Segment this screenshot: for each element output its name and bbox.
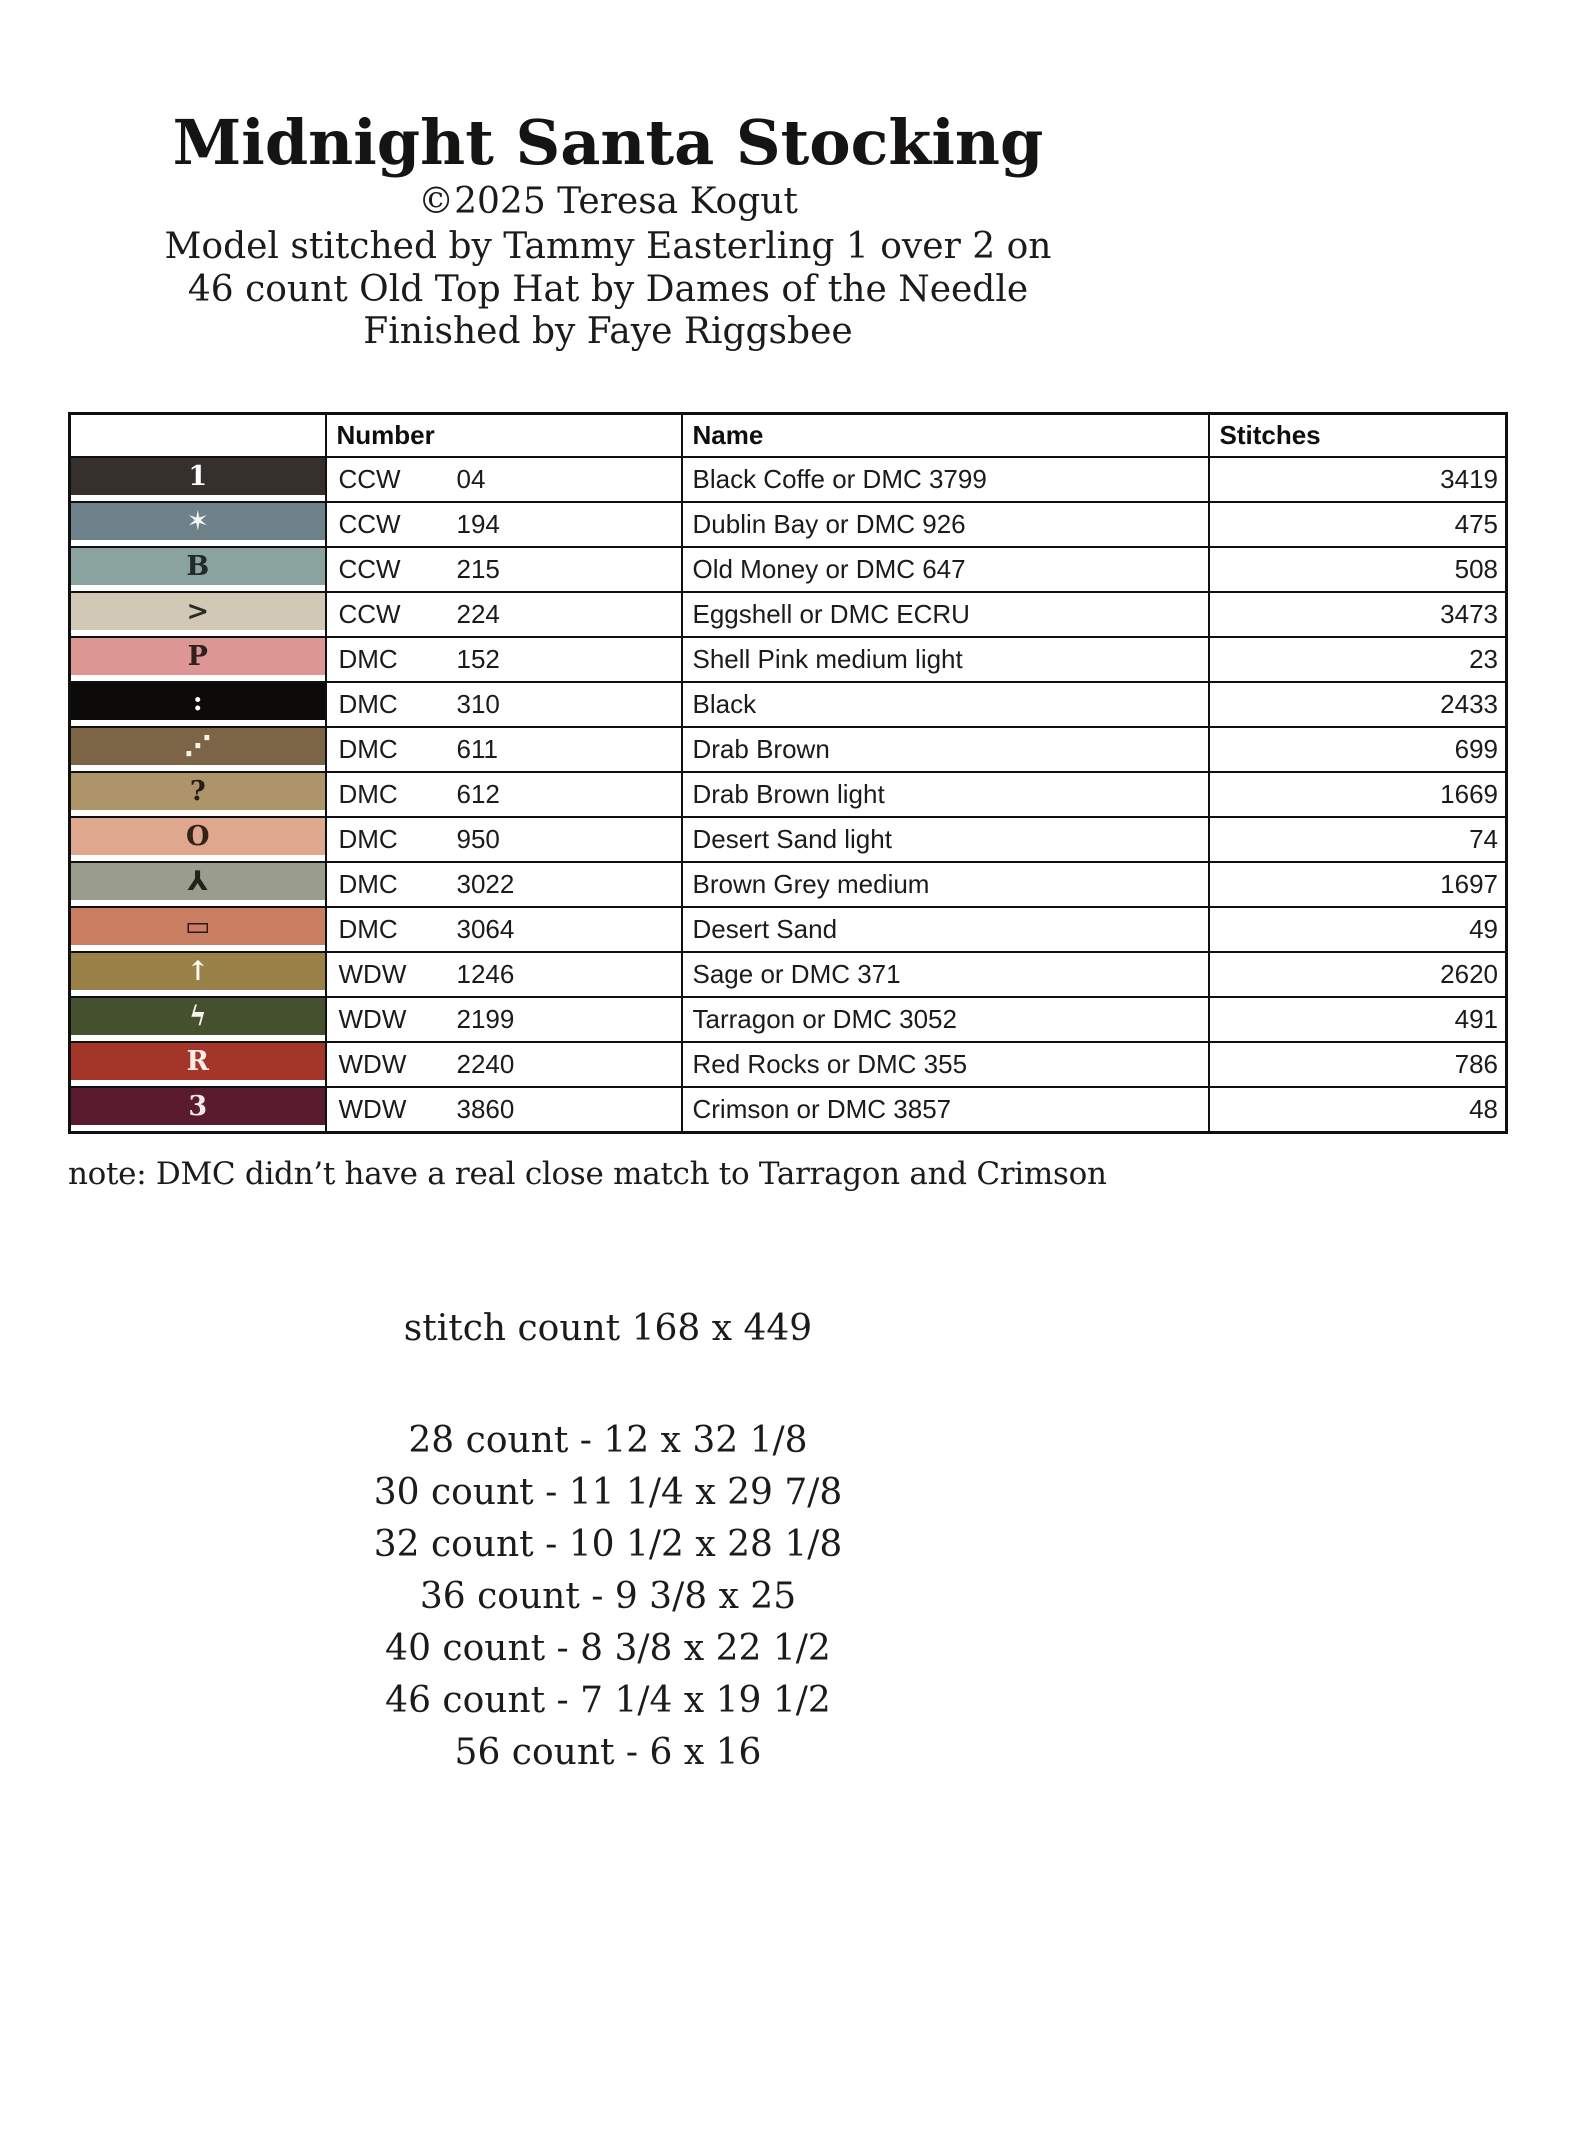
stitches-cell: 2620 [1209,952,1507,997]
page-title: Midnight Santa Stocking [172,106,1044,179]
name-cell: Shell Pink medium light [682,637,1209,682]
number-cell [326,907,682,952]
table-row [70,817,1507,862]
code-label: 2199 [456,1003,515,1034]
stitches-cell: 74 [1209,817,1507,862]
code-label: 1246 [456,958,515,989]
brand-label: DMC [338,733,398,764]
table-row [70,457,1507,502]
brand-label: DMC [338,868,398,899]
stitch-symbol: ? [189,775,206,807]
name-cell: Sage or DMC 371 [682,952,1209,997]
stitch-symbol: R [186,1045,209,1077]
color-swatch [71,998,325,1035]
color-swatch [71,773,325,810]
stitches-cell: 49 [1209,907,1507,952]
name-cell: Red Rocks or DMC 355 [682,1042,1209,1087]
code-label: 3860 [456,1093,515,1124]
swatch-cell [70,1042,326,1087]
stitch-symbol: ✶ [186,505,210,537]
swatch-cell [70,457,326,502]
table-row [70,862,1507,907]
code-label: 152 [456,643,500,674]
table-row [70,997,1507,1042]
header-stitches: Stitches [1209,413,1507,457]
number-cell [326,682,682,727]
header-symbol [70,413,326,457]
stitches-cell: 3473 [1209,592,1507,637]
number-cell [326,862,682,907]
table-row [70,502,1507,547]
size-line: 28 count - 12 x 32 1/8 [408,1419,808,1461]
code-label: 612 [456,778,500,809]
number-cell [326,637,682,682]
number-cell [326,817,682,862]
color-swatch [71,503,325,540]
table-row [70,727,1507,772]
swatch-cell [70,637,326,682]
table-row [70,637,1507,682]
stitches-cell: 508 [1209,547,1507,592]
stitches-cell: 23 [1209,637,1507,682]
code-label: 215 [456,553,500,584]
name-cell: Old Money or DMC 647 [682,547,1209,592]
number-cell [326,727,682,772]
color-swatch [71,638,325,675]
brand-label: CCW [338,598,401,629]
color-swatch [71,458,325,495]
size-line: 30 count - 11 1/4 x 29 7/8 [373,1471,843,1513]
floss-table-body [70,457,1507,1133]
stitches-cell: 1697 [1209,862,1507,907]
code-label: 611 [456,733,498,764]
header-name: Name [682,413,1209,457]
color-swatch [71,593,325,630]
stitch-symbol: P [187,640,208,672]
swatch-cell [70,907,326,952]
brand-label: WDW [338,958,407,989]
table-row [70,592,1507,637]
stitch-symbol: B [186,550,210,582]
number-cell [326,547,682,592]
number-cell [326,772,682,817]
code-label: 224 [456,598,500,629]
brand-label: WDW [338,1093,407,1124]
stitches-cell: 475 [1209,502,1507,547]
color-swatch [71,953,325,990]
size-line: 56 count - 6 x 16 [454,1731,762,1773]
color-swatch [71,818,325,855]
stitch-symbol: : [192,685,203,717]
brand-label: WDW [338,1003,407,1034]
size-line: 36 count - 9 3/8 x 25 [419,1575,797,1617]
swatch-cell [70,952,326,997]
code-label: 950 [456,823,500,854]
stitches-cell: 491 [1209,997,1507,1042]
stitch-symbol: 1 [188,460,208,492]
color-swatch [71,728,325,765]
brand-label: WDW [338,1048,407,1079]
stitches-cell: 48 [1209,1087,1507,1133]
table-row [70,547,1507,592]
name-cell: Crimson or DMC 3857 [682,1087,1209,1133]
swatch-cell [70,547,326,592]
count-size-list [38,1415,1178,1779]
swatch-cell [70,817,326,862]
color-swatch [71,908,325,945]
brand-label: DMC [338,643,398,674]
heading-block [38,108,1178,354]
swatch-cell [70,1087,326,1133]
number-cell [326,1087,682,1133]
name-cell: Dublin Bay or DMC 926 [682,502,1209,547]
code-label: 2240 [456,1048,515,1079]
subtitle-line-2: 46 count Old Top Hat by Dames of the Needle [187,268,1029,310]
stitches-cell: 3419 [1209,457,1507,502]
name-cell: Brown Grey medium [682,862,1209,907]
color-swatch [71,1088,325,1125]
name-cell: Drab Brown [682,727,1209,772]
size-line: 40 count - 8 3/8 x 22 1/2 [385,1627,831,1669]
pattern-page [0,108,1592,2156]
size-block [38,1308,1178,1779]
table-row [70,682,1507,727]
name-cell: Drab Brown light [682,772,1209,817]
color-swatch [71,863,325,900]
code-label: 3022 [456,868,515,899]
table-row [70,772,1507,817]
number-cell [326,457,682,502]
stitch-symbol: ▭ [184,910,211,942]
stitch-symbol: ϟ [188,1000,207,1032]
stitches-cell: 2433 [1209,682,1507,727]
header-number: Number [326,413,682,457]
name-cell: Desert Sand light [682,817,1209,862]
code-label: 194 [456,508,500,539]
swatch-cell [70,727,326,772]
stitch-symbol: ↑ [186,955,210,987]
swatch-cell [70,502,326,547]
color-swatch [71,683,325,720]
name-cell: Black [682,682,1209,727]
code-label: 310 [456,688,500,719]
number-cell [326,502,682,547]
note-line: note: DMC didn’t have a real close match to Tarragon and Crimson [68,1155,1107,1192]
size-line: 32 count - 10 1/2 x 28 1/8 [373,1523,843,1565]
subtitle-line-3: Finished by Faye Riggsbee [363,311,853,353]
number-cell [326,1042,682,1087]
table-row [70,907,1507,952]
brand-label: CCW [338,508,401,539]
table-row [70,1087,1507,1133]
swatch-cell [70,862,326,907]
code-label: 04 [456,463,486,494]
stitches-cell: 786 [1209,1042,1507,1087]
stitches-cell: 1669 [1209,772,1507,817]
number-cell [326,997,682,1042]
brand-label: DMC [338,913,398,944]
table-row [70,1042,1507,1087]
name-cell: Eggshell or DMC ECRU [682,592,1209,637]
color-swatch [71,1043,325,1080]
brand-label: CCW [338,463,401,494]
size-line: 46 count - 7 1/4 x 19 1/2 [385,1679,831,1721]
swatch-cell [70,682,326,727]
brand-label: DMC [338,778,398,809]
subtitle-line-1: Model stitched by Tammy Easterling 1 over 2 on [164,226,1052,268]
name-cell: Tarragon or DMC 3052 [682,997,1209,1042]
name-cell: Desert Sand [682,907,1209,952]
stitches-cell: 699 [1209,727,1507,772]
floss-legend-table [68,412,1508,1134]
swatch-cell [70,592,326,637]
table-row [70,952,1507,997]
color-swatch [71,548,325,585]
number-cell [326,952,682,997]
brand-label: DMC [338,688,398,719]
stitch-symbol: > [186,595,210,627]
stitch-symbol: 3 [188,1090,208,1122]
swatch-cell [70,772,326,817]
code-label: 3064 [456,913,515,944]
stitch-symbol: ⋰ [184,730,212,762]
brand-label: DMC [338,823,398,854]
stitch-symbol: ⅄ [187,865,209,897]
name-cell: Black Coffe or DMC 3799 [682,457,1209,502]
copyright-line: ©2025 Teresa Kogut [418,181,798,223]
number-cell [326,592,682,637]
swatch-cell [70,997,326,1042]
table-header-row [70,413,1507,457]
stitch-symbol: O [185,820,210,852]
stitch-count-line: stitch count 168 x 449 [403,1307,813,1349]
brand-label: CCW [338,553,401,584]
